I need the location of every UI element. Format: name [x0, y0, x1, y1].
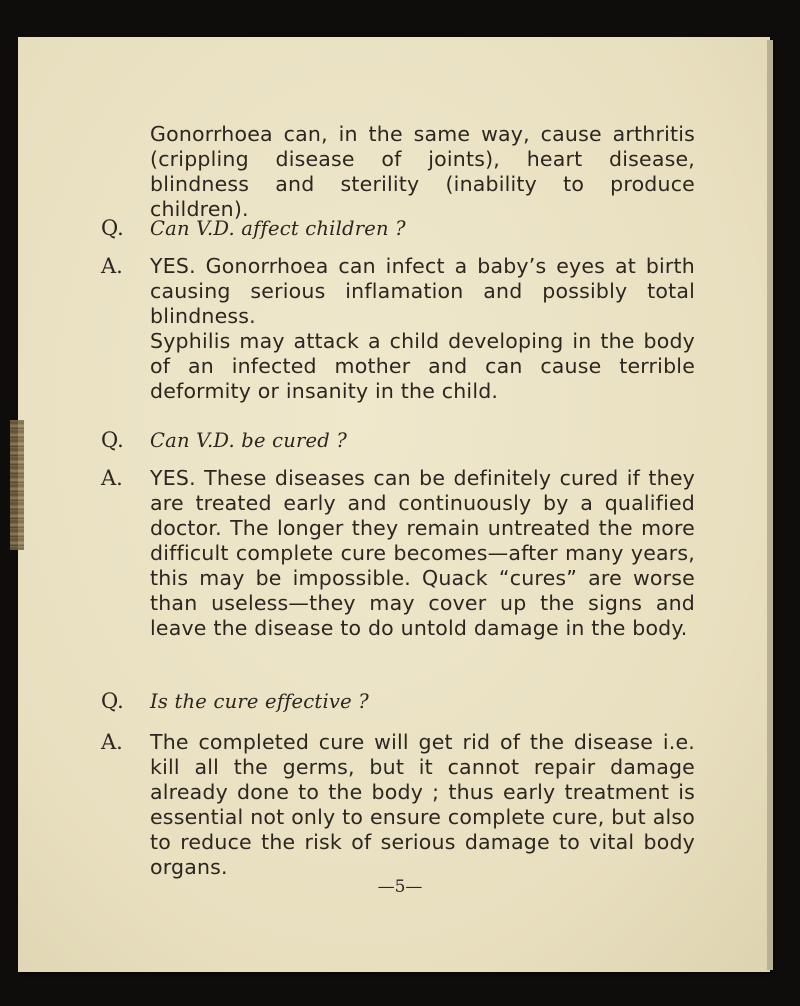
page-number: —5— — [377, 877, 423, 897]
question-marker-3: Q. — [101, 689, 124, 713]
answer-2: YES. These diseases can be definitely cured if they are treated early and continuously by a qualified doctor. The longer they remain untreated the more difficult complete cure becomes—after many years, this may be impossible. Quack “cures” are worse than useless—they may cover up the signs and leave the disease to do untold damage in the body. — [150, 466, 695, 640]
question-1: Can V.D. affect children ? — [150, 217, 406, 240]
answer-marker-3: A. — [101, 730, 123, 754]
intro-paragraph: Gonorrhoea can, in the same way, cause arthritis (crippling disease of joints), heart disease, blindness and sterility (inability to produce children). — [150, 122, 695, 221]
answer-marker-1: A. — [101, 254, 123, 278]
question-marker-2: Q. — [101, 428, 124, 452]
page-edge — [767, 40, 773, 970]
answer-1: YES. Gonorrhoea can infect a baby’s eyes at birth causing serious inflamation and possibly total blindness. Syphilis may attack a child developing in the body of an infected mother and can cause terrible deformity or insanity in the child. — [150, 254, 695, 403]
question-2: Can V.D. be cured ? — [150, 429, 348, 452]
binding-thread — [10, 420, 24, 550]
answer-3: The completed cure will get rid of the disease i.e. kill all the germs, but it cannot repair damage already done to the body ; thus early treatment is essential not only to ensure complete cure, but also to reduce the risk of serious damage to vital body organs. — [150, 730, 695, 879]
question-marker-1: Q. — [101, 216, 124, 240]
answer-marker-2: A. — [101, 466, 123, 490]
question-3: Is the cure effective ? — [150, 690, 369, 713]
